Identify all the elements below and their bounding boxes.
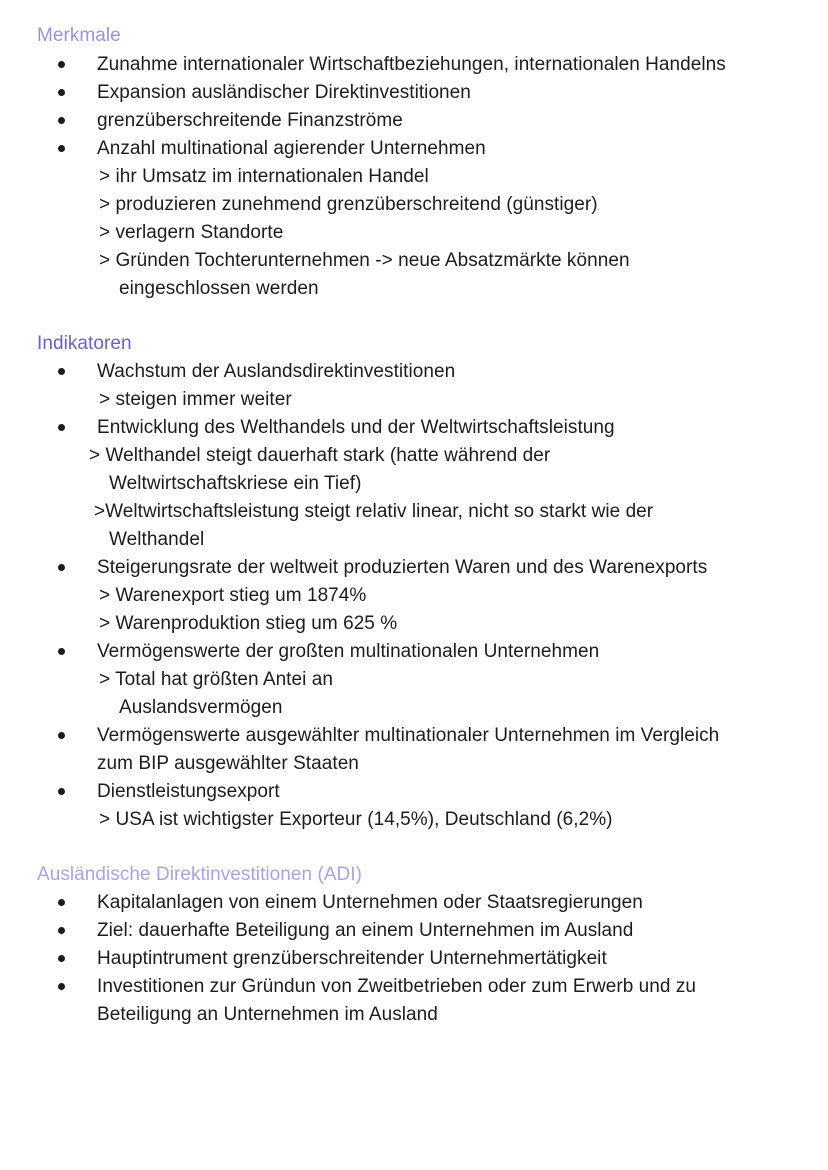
bullet-icon bbox=[58, 732, 65, 739]
sub-item: >Weltwirtschaftsleistung steigt relativ linear, nicht so starkt wie der bbox=[94, 501, 654, 522]
list-item: Steigerungsrate der weltweit produzierten Waren und des Warenexports bbox=[97, 557, 708, 578]
sub-item: > verlagern Standorte bbox=[99, 222, 284, 243]
list-item-continuation: Beteiligung an Unternehmen im Ausland bbox=[97, 1004, 438, 1025]
sub-item: > Total hat größten Antei an bbox=[99, 669, 333, 690]
list-item: Kapitalanlagen von einem Unternehmen oder Staatsregierungen bbox=[97, 892, 643, 913]
list-item: Investitionen zur Gründun von Zweitbetrieben oder zum Erwerb und zu bbox=[97, 976, 697, 997]
bullet-icon bbox=[58, 368, 65, 375]
bullet-icon bbox=[58, 899, 65, 906]
sub-item: > produzieren zunehmend grenzüberschreitend (günstiger) bbox=[99, 194, 598, 215]
list-item: grenzüberschreitende Finanzströme bbox=[97, 110, 403, 131]
list-item-continuation: zum BIP ausgewählter Staaten bbox=[97, 753, 359, 774]
bullet-icon bbox=[58, 564, 65, 571]
sub-item: > Gründen Tochterunternehmen -> neue Absatzmärkte können bbox=[99, 250, 630, 271]
list-item: Zunahme internationaler Wirtschaftbeziehungen, internationalen Handelns bbox=[97, 54, 726, 75]
sub-item-continuation: Weltwirtschaftskriese ein Tief) bbox=[109, 473, 362, 494]
section-heading-indikatoren: Indikatoren bbox=[37, 333, 132, 354]
list-item: Wachstum der Auslandsdirektinvestitionen bbox=[97, 361, 456, 382]
sub-item: > USA ist wichtigster Exporteur (14,5%), Deutschland (6,2%) bbox=[99, 809, 613, 830]
sub-item: > Warenproduktion stieg um 625 % bbox=[99, 613, 398, 634]
sub-item: > ihr Umsatz im internationalen Handel bbox=[99, 166, 429, 187]
list-item: Dienstleistungsexport bbox=[97, 781, 280, 802]
sub-item: > Welthandel steigt dauerhaft stark (hatte während der bbox=[89, 445, 551, 466]
list-item: Ziel: dauerhafte Beteiligung an einem Unternehmen im Ausland bbox=[97, 920, 634, 941]
list-item: Vermögenswerte ausgewählter multinationaler Unternehmen im Vergleich bbox=[97, 725, 720, 746]
bullet-icon bbox=[58, 648, 65, 655]
list-item: Vermögenswerte der großten multinationalen Unternehmen bbox=[97, 641, 600, 662]
bullet-icon bbox=[58, 117, 65, 124]
sub-item: > steigen immer weiter bbox=[99, 389, 292, 410]
bullet-icon bbox=[58, 89, 65, 96]
section-heading-merkmale: Merkmale bbox=[37, 25, 121, 46]
bullet-icon bbox=[58, 955, 65, 962]
list-item: Hauptintrument grenzüberschreitender Unternehmertätigkeit bbox=[97, 948, 607, 969]
bullet-icon bbox=[58, 424, 65, 431]
section-heading-adi: Ausländische Direktinvestitionen (ADI) bbox=[37, 864, 363, 885]
list-item: Entwicklung des Welthandels und der Weltwirtschaftsleistung bbox=[97, 417, 615, 438]
list-item: Anzahl multinational agierender Unternehmen bbox=[97, 138, 486, 159]
bullet-icon bbox=[58, 927, 65, 934]
sub-item-continuation: Auslandsvermögen bbox=[119, 697, 283, 718]
sub-item-continuation: Welthandel bbox=[109, 529, 205, 550]
sub-item-continuation: eingeschlossen werden bbox=[119, 278, 319, 299]
bullet-icon bbox=[58, 983, 65, 990]
sub-item: > Warenexport stieg um 1874% bbox=[99, 585, 367, 606]
bullet-icon bbox=[58, 61, 65, 68]
list-item: Expansion ausländischer Direktinvestitionen bbox=[97, 82, 471, 103]
bullet-icon bbox=[58, 145, 65, 152]
bullet-icon bbox=[58, 788, 65, 795]
